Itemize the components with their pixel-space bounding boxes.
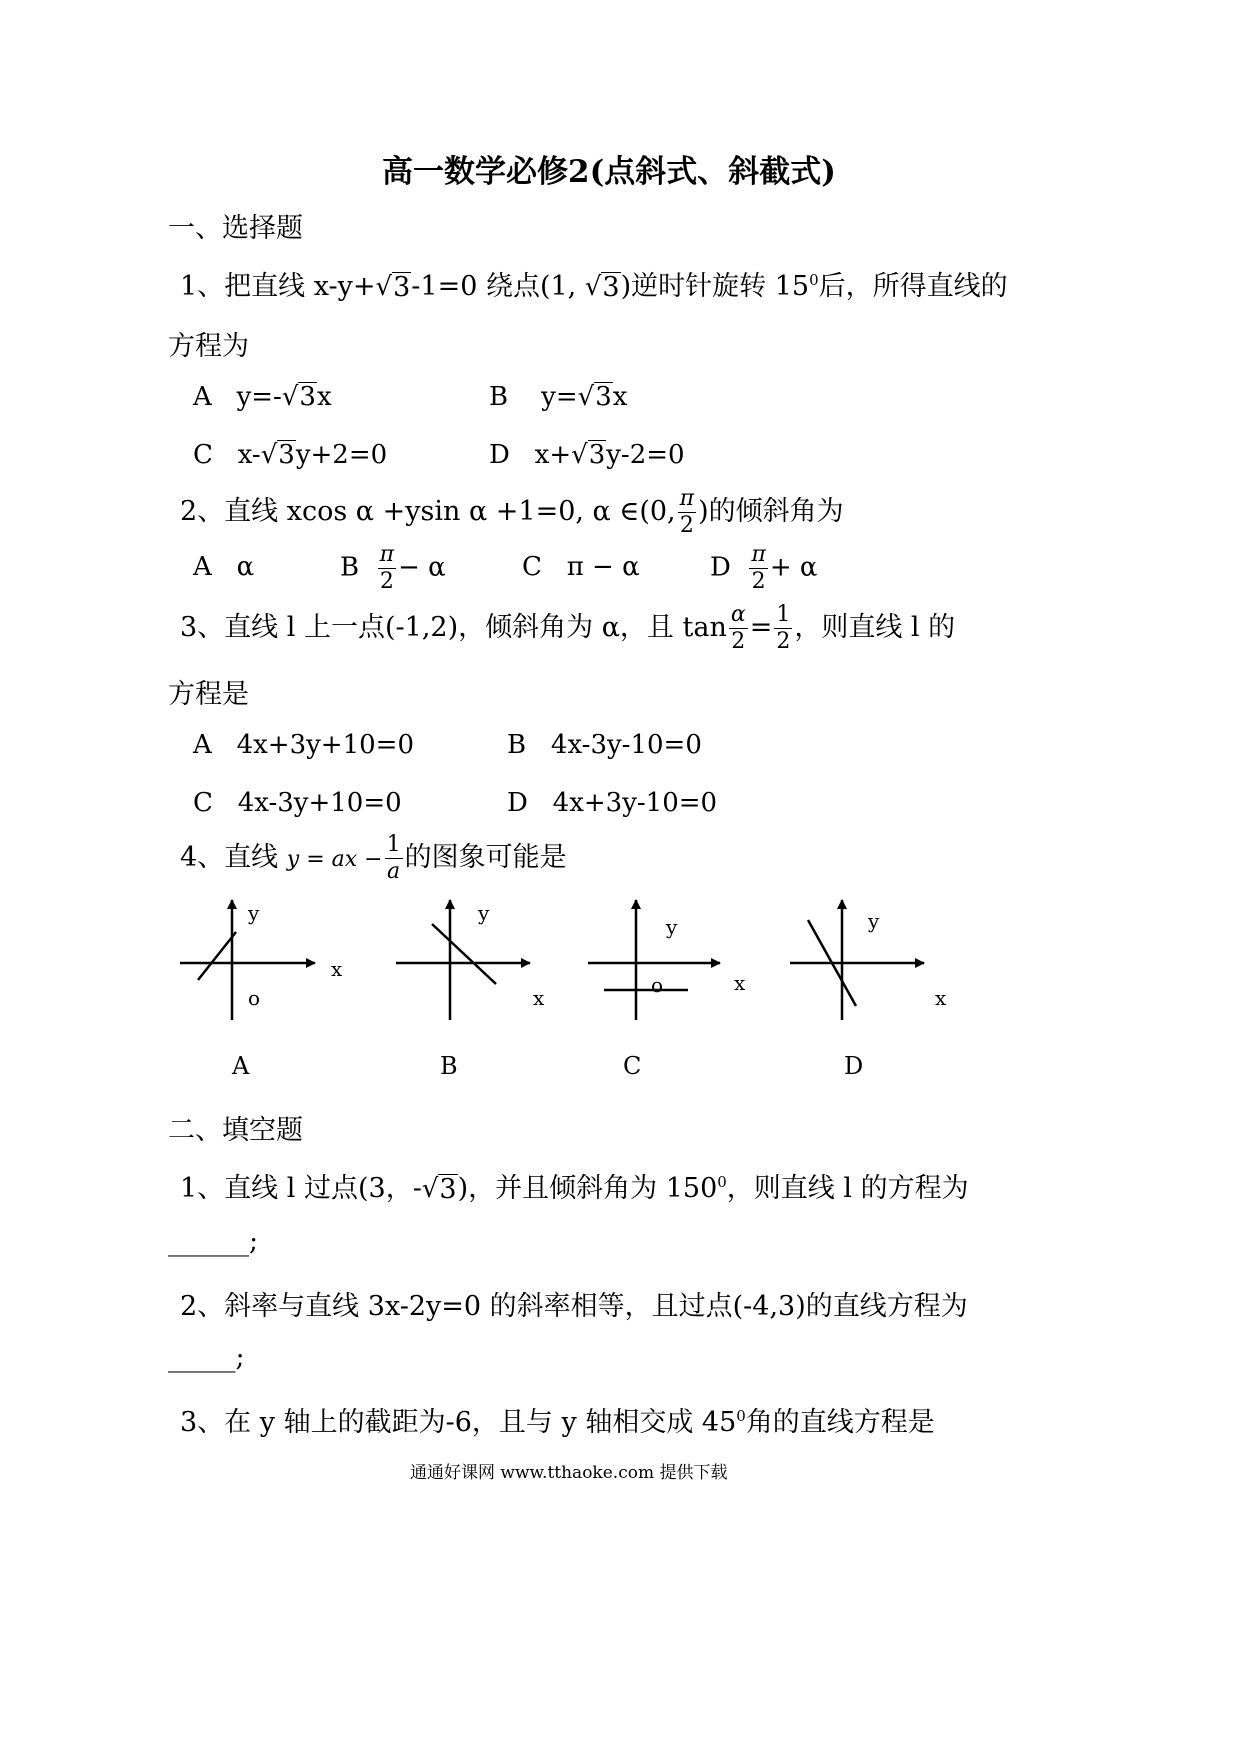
graph-c	[588, 900, 720, 1020]
graph-b-y-label: y	[478, 901, 490, 925]
question-3-line2: 方程是	[168, 679, 249, 710]
graph-a-origin-label: o	[248, 986, 261, 1010]
q3-option-d: D 4x+3y-10=0	[507, 788, 718, 818]
graph-b-letter: B	[440, 1052, 458, 1080]
graph-b-x-label: x	[533, 986, 545, 1010]
section-heading-fill: 二、填空题	[168, 1115, 303, 1146]
q1-option-c: C x- √ 3 y+2=0	[193, 440, 388, 470]
q2-option-d: D $\frac{\pi}{2}$ + α	[710, 542, 818, 594]
graph-b	[396, 900, 530, 1020]
graph-d	[790, 900, 924, 1020]
graph-a-letter: A	[232, 1052, 250, 1080]
q3-option-a: A 4x+3y+10=0	[193, 730, 414, 760]
sqrt-symbol: √ 3	[375, 272, 411, 303]
section-heading-choice: 一、选择题	[168, 213, 303, 244]
fill-question-2: 2、斜率与直线 3x-2y=0 的斜率相等，且过点(-4,3)的直线方程为	[180, 1291, 968, 1322]
graphs-figure	[0, 880, 1240, 1110]
q1-option-b: B y= √ 3 x	[489, 382, 628, 412]
q1-option-a: A y=- √ 3 x	[193, 382, 332, 412]
q3-option-c: C 4x-3y+10=0	[193, 788, 402, 818]
graph-c-y-label: y	[666, 915, 678, 939]
fill-question-1-blank: ______;	[168, 1226, 259, 1257]
graph-c-origin-label: o	[651, 973, 664, 997]
graph-c-letter: C	[623, 1052, 642, 1080]
fill-question-3: 3、在 y 轴上的截距为-6，且与 y 轴相交成 $45^0$角的直线方程是	[180, 1407, 935, 1438]
graph-a-x-label: x	[331, 957, 343, 981]
q1-option-d: D x+ √ 3 y-2=0	[489, 440, 685, 470]
graph-d-x-label: x	[935, 986, 947, 1010]
question-1-line2: 方程为	[168, 331, 249, 362]
fill-question-1: 1、直线 l 过点(3，- √ 3 )，并且倾斜角为 $150^0$，则直线 l 的方程为	[180, 1173, 969, 1205]
q2-option-c: C π − α	[522, 552, 640, 582]
q2-option-b: B $\frac{\pi}{2}$ − α	[340, 542, 446, 594]
page-footer: 通通好课网 www.tthaoke.com 提供下载	[410, 1463, 728, 1483]
graph-c-x-label: x	[734, 971, 746, 995]
q3-option-b: B 4x-3y-10=0	[507, 730, 702, 760]
q2-option-a: A α	[193, 552, 255, 582]
graph-a-y-label: y	[248, 901, 260, 925]
question-1: 1、把直线 x-y+ √ 3 -1=0 绕点(1, √ 3 )逆时针旋转 $15^0$后，所得直线的	[180, 271, 1008, 303]
graph-d-y-label: y	[868, 909, 880, 933]
fill-question-2-blank: _____;	[168, 1342, 245, 1373]
page-title: 高一数学必修2(点斜式、斜截式)	[382, 154, 836, 190]
question-3: 3、直线 l 上一点(-1,2)，倾斜角为 α，且 tan $\frac{\alpha}{2}$ = $\frac{1}{2}$ ，则直线 l 的	[180, 602, 956, 654]
question-2: 2、直线 xcos α +ysin α +1=0, α ∈(0, $\frac{\pi}{2}$ )的倾斜角为	[180, 486, 844, 538]
question-4: 4、直线 y = ax − $\frac{1}{a}$ 的图象可能是	[180, 832, 567, 884]
graph-d-letter: D	[844, 1052, 864, 1080]
